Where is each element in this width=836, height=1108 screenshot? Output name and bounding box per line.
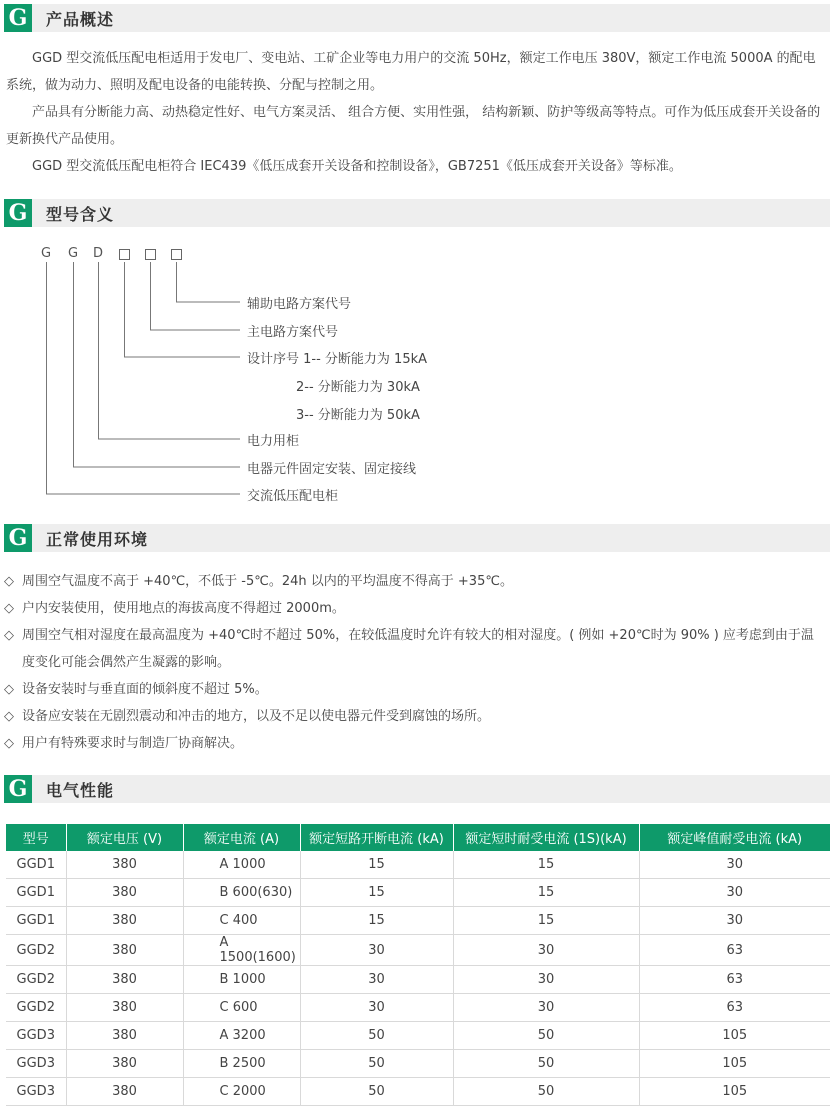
diamond-bullet-icon: ◇ [4, 682, 14, 697]
table-cell: 30 [300, 966, 453, 994]
section-title: 产品概述 [46, 9, 115, 29]
column-header: 额定短路开断电流 (kA) [300, 824, 453, 851]
table-cell: GGD2 [6, 966, 66, 994]
diamond-bullet-icon: ◇ [4, 574, 14, 589]
table-cell: 15 [453, 879, 639, 907]
table-cell: 380 [66, 907, 183, 935]
table-cell: 380 [66, 994, 183, 1022]
table-cell: 30 [453, 994, 639, 1022]
model-letter: G [40, 246, 52, 261]
environment-list [4, 568, 830, 757]
table-cell: 50 [300, 1050, 453, 1078]
table-cell: GGD3 [6, 1022, 66, 1050]
g-logo-icon: G [4, 4, 32, 32]
overview-paragraph: 产品具有分断能力高、动热稳定性好、电气方案灵活、 组合方便、实用性强， 结构新颖、防护等级高等特点。可作为低压成套开关设备的更新换代产品使用。 [6, 105, 821, 147]
table-row [6, 935, 830, 966]
table-cell: 380 [66, 966, 183, 994]
column-header: 额定电压 (V) [66, 824, 183, 851]
table-cell: 380 [66, 879, 183, 907]
column-header: 额定短时耐受电流 (1S)(kA) [453, 824, 639, 851]
table-cell: 63 [639, 994, 830, 1022]
table-cell: 380 [66, 1022, 183, 1050]
column-header: 型号 [6, 824, 66, 851]
table-cell: B 600(630) [183, 879, 300, 907]
table-row [6, 994, 830, 1022]
table-row [6, 966, 830, 994]
table-cell: GGD1 [6, 879, 66, 907]
table-cell: 30 [300, 935, 453, 966]
diamond-bullet-icon: ◇ [4, 709, 14, 724]
diamond-bullet-icon: ◇ [4, 628, 14, 643]
table-row [6, 1022, 830, 1050]
table-cell: C 600 [183, 994, 300, 1022]
model-label: 3-- 分断能力为 50kA [296, 408, 420, 423]
table-cell: 105 [639, 1022, 830, 1050]
table-cell: B 2500 [183, 1050, 300, 1078]
table-cell: 15 [300, 879, 453, 907]
model-letter: D [92, 246, 103, 261]
list-item: ◇ 户内安装使用，使用地点的海拔高度不得超过 2000m。 [4, 595, 830, 622]
table-cell: 105 [639, 1050, 830, 1078]
overview-paragraph: GGD 型交流低压配电柜符合 IEC439《低压成套开关设备和控制设备》，GB7251《低压成套开关设备》等标准。 [32, 159, 682, 174]
model-connector-lines [0, 0, 836, 520]
model-label: 电器元件固定安装、固定接线 [247, 462, 417, 477]
table-cell: C 400 [183, 907, 300, 935]
diamond-bullet-icon: ◇ [4, 601, 14, 616]
list-item: ◇ 设备应安装在无剧烈震动和冲击的地方，以及不足以使电器元件受到腐蚀的场所。 [4, 703, 830, 730]
table-cell: 105 [639, 1078, 830, 1106]
table-cell: 15 [453, 851, 639, 879]
table-cell: A 1000 [183, 851, 300, 879]
section-title: 正常使用环境 [46, 529, 149, 549]
table-cell: 380 [66, 1050, 183, 1078]
table-cell: GGD3 [6, 1050, 66, 1078]
table-header-row [6, 824, 830, 851]
table-cell: 380 [66, 851, 183, 879]
table-cell: A 3200 [183, 1022, 300, 1050]
g-logo-icon: G [4, 199, 32, 227]
model-label: 主电路方案代号 [247, 325, 339, 340]
table-cell: 50 [300, 1022, 453, 1050]
table-cell: 30 [639, 879, 830, 907]
electrical-spec-table [6, 824, 830, 1106]
table-row [6, 879, 830, 907]
table-row [6, 907, 830, 935]
table-row [6, 1078, 830, 1106]
table-cell: B 1000 [183, 966, 300, 994]
table-cell: 30 [639, 907, 830, 935]
diamond-bullet-icon: ◇ [4, 736, 14, 751]
list-item: ◇ 周围空气温度不高于 +40℃，不低于 -5℃。24h 以内的平均温度不得高于 +35℃。 [4, 568, 830, 595]
table-cell: 15 [300, 907, 453, 935]
table-cell: GGD3 [6, 1078, 66, 1106]
table-cell: GGD1 [6, 907, 66, 935]
table-cell: GGD2 [6, 994, 66, 1022]
list-item: ◇ 用户有特殊要求时与制造厂协商解决。 [4, 730, 830, 757]
table-cell: 30 [300, 994, 453, 1022]
table-cell: GGD2 [6, 935, 66, 966]
section-header-environment [4, 524, 830, 552]
table-row [6, 851, 830, 879]
model-label: 辅助电路方案代号 [247, 297, 352, 312]
table-cell: GGD1 [6, 851, 66, 879]
table-cell: 50 [453, 1078, 639, 1106]
model-label: 交流低压配电柜 [247, 489, 339, 504]
table-cell: 63 [639, 966, 830, 994]
list-item-continuation: 度变化可能会偶然产生凝露的影响。 [22, 655, 231, 670]
section-header-electrical [4, 775, 830, 803]
g-logo-icon: G [4, 775, 32, 803]
column-header: 额定峰值耐受电流 (kA) [639, 824, 830, 851]
table-cell: 15 [300, 851, 453, 879]
model-label: 2-- 分断能力为 30kA [296, 380, 420, 395]
section-title: 型号含义 [46, 204, 115, 224]
table-cell: 63 [639, 935, 830, 966]
table-cell: 380 [66, 935, 183, 966]
table-cell: 50 [453, 1050, 639, 1078]
model-label: 设计序号 1-- 分断能力为 15kA [247, 352, 428, 367]
model-label: 电力用柜 [247, 434, 300, 449]
table-cell: 15 [453, 907, 639, 935]
table-cell: 30 [453, 935, 639, 966]
column-header: 额定电流 (A) [183, 824, 300, 851]
table-cell: 380 [66, 1078, 183, 1106]
section-title: 电气性能 [46, 780, 115, 800]
table-cell: 50 [453, 1022, 639, 1050]
table-cell: A 1500(1600) [183, 935, 300, 966]
model-letter: G [67, 246, 79, 261]
list-item: ◇ 周围空气相对湿度在最高温度为 +40℃时不超过 50%，在较低温度时允许有较大的相对湿度。( 例如 +20℃时为 90% ) 应考虑到由于温 [4, 622, 830, 649]
list-item: ◇ 设备安装时与垂直面的倾斜度不超过 5%。 [4, 676, 830, 703]
table-row [6, 1050, 830, 1078]
overview-paragraph: GGD 型交流低压配电柜适用于发电厂、变电站、工矿企业等电力用户的交流 50Hz，额定工作电压 380V，额定工作电流 5000A 的配电系统，做为动力、照明及配电设备的电能转换、分配与控制之用。 [6, 51, 816, 93]
table-cell: 30 [639, 851, 830, 879]
table-cell: C 2000 [183, 1078, 300, 1106]
g-logo-icon: G [4, 524, 32, 552]
table-cell: 50 [300, 1078, 453, 1106]
table-cell: 30 [453, 966, 639, 994]
